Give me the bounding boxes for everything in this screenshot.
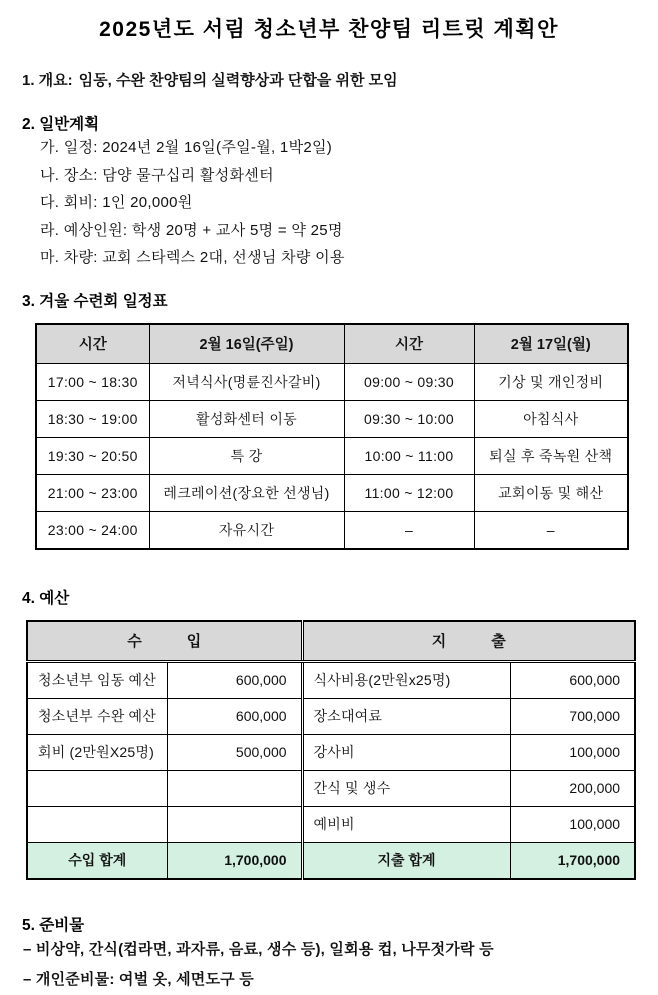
schedule-cell-activity: 기상 및 개인정비 [474, 363, 628, 400]
schedule-cell-time: 10:00 ~ 11:00 [344, 437, 474, 474]
budget-header-row [27, 621, 635, 662]
schedule-cell-time: 09:00 ~ 09:30 [344, 363, 474, 400]
budget-table [26, 620, 636, 880]
budget-row [27, 770, 635, 806]
overview-heading: 1. 개요: [22, 72, 73, 89]
schedule-cell-activity: 활성화센터 이동 [149, 400, 344, 437]
schedule-heading: 3. 겨울 수련회 일정표 [22, 292, 168, 310]
schedule-cell-activity: 자유시간 [149, 511, 344, 549]
expense-amount: 700,000 [510, 698, 635, 734]
schedule-header-time-2: 시간 [344, 324, 474, 364]
schedule-cell-time: 18:30 ~ 19:00 [36, 400, 149, 437]
income-amount [167, 770, 302, 806]
schedule-cell-activity: 아침식사 [474, 400, 628, 437]
schedule-cell-time: 19:30 ~ 20:50 [36, 437, 149, 474]
expense-label: 식사비용(2만원x25명) [302, 661, 510, 698]
general-item-schedule: 가. 일정: 2024년 2월 16일(주일-월, 1박2일) [40, 139, 333, 156]
expense-amount: 100,000 [510, 806, 635, 842]
section-budget [20, 586, 638, 880]
schedule-header-day-1: 2월 16일(주일) [149, 324, 344, 364]
schedule-header-day-2: 2월 17일(월) [474, 324, 628, 364]
expense-label: 강사비 [302, 734, 510, 770]
budget-row [27, 698, 635, 734]
budget-row [27, 661, 635, 698]
income-amount: 600,000 [167, 698, 302, 734]
expense-amount: 200,000 [510, 770, 635, 806]
schedule-cell-activity: 특 강 [149, 437, 344, 474]
schedule-cell-activity: 저녁식사(명륜진사갈비) [149, 363, 344, 400]
section-overview [22, 69, 638, 90]
schedule-cell-time: 09:30 ~ 10:00 [344, 400, 474, 437]
income-label: 회비 (2만원X25명) [27, 734, 167, 770]
income-label [27, 770, 167, 806]
income-amount: 500,000 [167, 734, 302, 770]
income-label: 청소년부 임동 예산 [27, 661, 167, 698]
budget-total-row [27, 842, 635, 879]
section-schedule [20, 289, 638, 550]
income-total-label: 수입 합계 [27, 842, 167, 879]
schedule-cell-time: 23:00 ~ 24:00 [36, 511, 149, 549]
expense-amount: 100,000 [510, 734, 635, 770]
schedule-header-row [36, 324, 628, 364]
section-supplies [20, 913, 638, 995]
income-total-amount: 1,700,000 [167, 842, 302, 879]
general-item-headcount: 라. 예상인원: 학생 20명 + 교사 5명 = 약 25명 [40, 221, 343, 239]
expense-total-label: 지출 합계 [302, 842, 510, 879]
overview-text: 임동, 수완 찬양팀의 실력향상과 단합을 위한 모임 [78, 72, 398, 89]
expense-total-amount: 1,700,000 [510, 842, 635, 879]
income-amount: 600,000 [167, 661, 302, 698]
budget-expense-header: 지 출 [302, 621, 635, 662]
income-label [27, 806, 167, 842]
schedule-cell-activity: 퇴실 후 죽녹원 산책 [474, 437, 628, 474]
schedule-cell-time: – [344, 511, 474, 549]
schedule-cell-activity: 레크레이션(장요한 선생님) [149, 474, 344, 511]
budget-row [27, 734, 635, 770]
budget-row [27, 806, 635, 842]
schedule-cell-activity: – [474, 511, 628, 549]
general-item-fee: 다. 회비: 1인 20,000원 [40, 194, 193, 211]
supplies-item-common: – 비상약, 간식(컵라면, 과자류, 음료, 생수 등), 일회용 컵, 나무젓가락 등 [23, 940, 494, 958]
section-general [20, 112, 638, 272]
supplies-item-personal: – 개인준비물: 여벌 옷, 세면도구 등 [23, 970, 254, 988]
schedule-cell-time: 17:00 ~ 18:30 [36, 363, 149, 400]
supplies-heading: 5. 준비물 [22, 916, 85, 934]
schedule-row [36, 474, 628, 511]
income-amount [167, 806, 302, 842]
expense-label: 장소대여료 [302, 698, 510, 734]
page-title: 2025년도 서림 청소년부 찬양팀 리트릿 계획안 [99, 18, 559, 41]
schedule-row [36, 363, 628, 400]
expense-amount: 600,000 [510, 661, 635, 698]
budget-heading: 4. 예산 [22, 589, 70, 607]
schedule-row [36, 511, 628, 549]
schedule-row [36, 400, 628, 437]
schedule-cell-time: 11:00 ~ 12:00 [344, 474, 474, 511]
general-item-vehicle: 마. 차량: 교회 스타렉스 2대, 선생님 차량 이용 [40, 249, 345, 266]
schedule-header-time-1: 시간 [36, 324, 149, 364]
expense-label: 간식 및 생수 [302, 770, 510, 806]
general-heading: 2. 일반계획 [22, 116, 100, 133]
schedule-cell-time: 21:00 ~ 23:00 [36, 474, 149, 511]
schedule-table [35, 323, 629, 550]
budget-income-header: 수 입 [27, 621, 302, 662]
schedule-cell-activity: 교회이동 및 해산 [474, 474, 628, 511]
schedule-row [36, 437, 628, 474]
expense-label: 예비비 [302, 806, 510, 842]
general-item-place: 나. 장소: 담양 물구십리 활성화센터 [40, 166, 274, 184]
income-label: 청소년부 수완 예산 [27, 698, 167, 734]
